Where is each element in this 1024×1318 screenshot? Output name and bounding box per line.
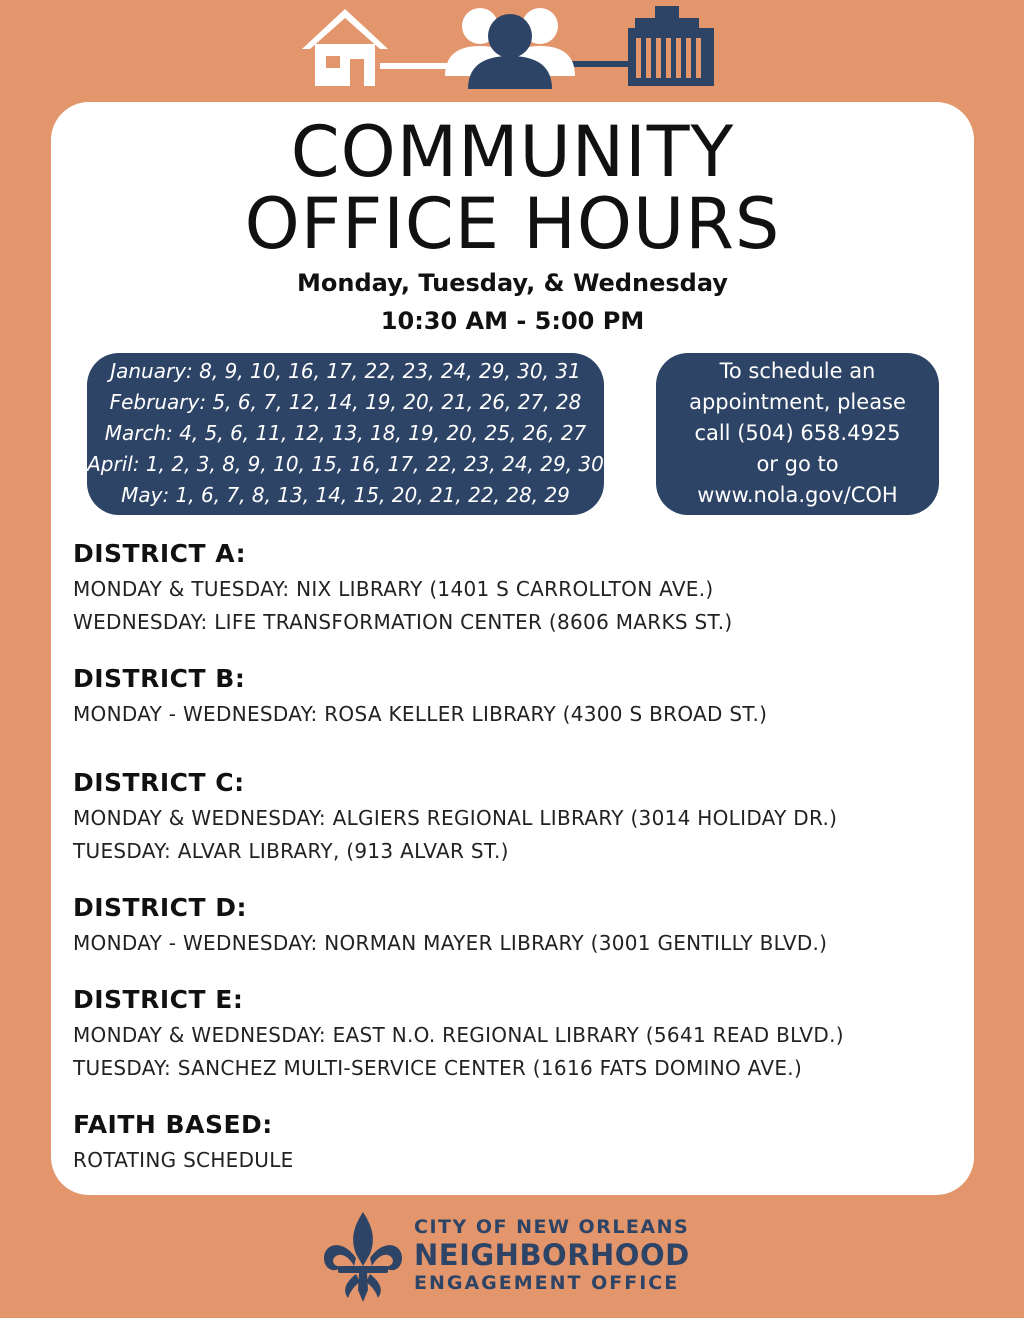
district-heading: DISTRICT D:	[73, 893, 248, 922]
district-line: TUESDAY: SANCHEZ MULTI-SERVICE CENTER (1616 FATS DOMINO AVE.)	[73, 1056, 803, 1080]
district-line: MONDAY - WEDNESDAY: NORMAN MAYER LIBRARY (3001 GENTILLY BLVD.)	[73, 931, 828, 955]
footer-line-1: CITY OF NEW ORLEANS	[414, 1216, 690, 1238]
district-heading: DISTRICT B:	[73, 664, 246, 693]
district-heading: FAITH BASED:	[73, 1110, 273, 1139]
fleur-de-lis-icon	[318, 1210, 408, 1304]
title-line-1: COMMUNITY	[290, 111, 735, 193]
dates-box	[87, 353, 604, 515]
district-line: MONDAY & WEDNESDAY: EAST N.O. REGIONAL LIBRARY (5641 READ BLVD.)	[73, 1023, 844, 1047]
main-card	[51, 102, 974, 1195]
contact-line: To schedule an	[719, 359, 876, 383]
contact-line: or go to	[756, 452, 839, 476]
time-text: 10:30 AM - 5:00 PM	[380, 307, 645, 335]
district-line: MONDAY - WEDNESDAY: ROSA KELLER LIBRARY (4300 S BROAD ST.)	[73, 702, 768, 726]
district-line: TUESDAY: ALVAR LIBRARY, (913 ALVAR ST.)	[73, 839, 509, 863]
contact-box	[656, 353, 939, 515]
people-icon	[445, 8, 575, 89]
district-b	[73, 664, 954, 731]
district-line: WEDNESDAY: LIFE TRANSFORMATION CENTER (8606 MARKS ST.)	[73, 610, 733, 634]
footer-line-3: ENGAGEMENT OFFICE	[414, 1272, 680, 1294]
district-line: ROTATING SCHEDULE	[73, 1148, 294, 1172]
days-text: Monday, Tuesday, & Wednesday	[297, 269, 728, 297]
dates-line: March: 4, 5, 6, 11, 12, 13, 18, 19, 20, 25, 26, 27	[104, 421, 587, 445]
district-line: MONDAY & TUESDAY: NIX LIBRARY (1401 S CARROLLTON AVE.)	[73, 577, 714, 601]
district-heading: DISTRICT A:	[73, 539, 247, 568]
contact-url: www.nola.gov/COH	[697, 483, 898, 507]
district-heading: DISTRICT C:	[73, 768, 245, 797]
title-line-2: OFFICE HOURS	[244, 183, 781, 265]
contact-phone: call (504) 658.4925	[694, 421, 901, 445]
contact-line: appointment, please	[689, 390, 906, 414]
district-a	[73, 539, 954, 639]
faith-based	[73, 1110, 954, 1177]
dates-line: January: 8, 9, 10, 16, 17, 22, 23, 24, 29, 30, 31	[110, 359, 581, 383]
district-d	[73, 893, 954, 960]
city-hall-icon	[628, 6, 714, 86]
dates-line: April: 1, 2, 3, 8, 9, 10, 15, 16, 17, 22, 23, 24, 29, 30	[87, 452, 604, 476]
footer-text	[414, 1216, 690, 1294]
footer-line-2: NEIGHBORHOOD	[414, 1238, 690, 1272]
district-e	[73, 985, 954, 1085]
header-icons	[300, 4, 720, 94]
dates-line: May: 1, 6, 7, 8, 13, 14, 15, 20, 21, 22, 28, 29	[121, 483, 570, 507]
district-heading: DISTRICT E:	[73, 985, 244, 1014]
dates-line: February: 5, 6, 7, 12, 14, 19, 20, 21, 26, 27, 28	[109, 390, 582, 414]
district-c	[73, 768, 954, 868]
district-line: MONDAY & WEDNESDAY: ALGIERS REGIONAL LIBRARY (3014 HOLIDAY DR.)	[73, 806, 838, 830]
footer-logo	[318, 1210, 718, 1310]
house-icon	[302, 9, 388, 86]
